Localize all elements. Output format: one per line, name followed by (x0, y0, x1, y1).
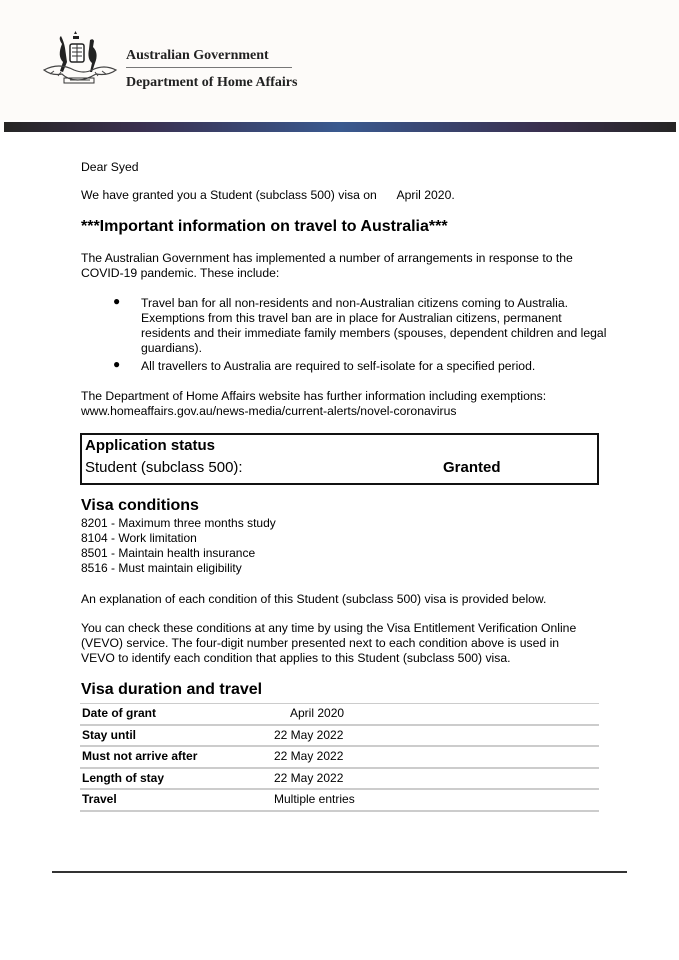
footer-divider (52, 871, 627, 873)
letterhead (0, 0, 679, 120)
row-label: Length of stay (82, 770, 165, 785)
row-label: Must not arrive after (82, 749, 198, 763)
row-value: April 2020 (274, 706, 345, 720)
status-visa: Student (subclass 500): (85, 459, 243, 476)
visa-duration-table (80, 703, 599, 812)
grant-line: We have granted you a Student (subclass 500) visa on April 2020. (81, 188, 455, 202)
bullet-item: Travel ban for all non-residents and non-Australian citizens coming to Australia. Exemptions from this travel ban are in place for Australian citizens, permanent residents and their immediate family members (spouses, dependent children and legal guardians). (141, 296, 607, 355)
row-value: 22 May 2022 (274, 770, 344, 785)
government-name: Australian Government (126, 48, 269, 63)
table-row (80, 769, 599, 791)
intro-line-2: COVID-19 pandemic. These include: (81, 266, 280, 280)
vevo-line-3: VEVO to identify each condition that applies to this Student (subclass 500) visa. (81, 651, 511, 665)
row-value: Multiple entries (274, 792, 355, 806)
row-label: Date of grant (82, 706, 157, 720)
visa-duration-title: Visa duration and travel (81, 681, 263, 698)
header-color-band (4, 122, 676, 132)
bullet-icon: ● (113, 357, 121, 371)
vevo-line-1: You can check these conditions at any time by using the Visa Entitlement Verification Online (81, 621, 577, 635)
row-label: Stay until (82, 727, 137, 742)
condition-item: 8104 - Work limitation (81, 531, 197, 545)
row-label: Travel (82, 792, 117, 806)
website-info: The Department of Home Affairs website has further information including exemptions: (81, 389, 547, 403)
website-link[interactable]: www.homeaffairs.gov.au/news-media/current-alerts/novel-coronavirus (81, 404, 457, 418)
table-row (80, 747, 599, 769)
condition-item: 8516 - Must maintain eligibility (81, 561, 242, 575)
visa-conditions-title: Visa conditions (81, 497, 199, 514)
row-value: 22 May 2022 (274, 727, 344, 742)
important-heading: ***Important information on travel to Australia*** (81, 218, 448, 235)
header-divider (126, 67, 292, 68)
bullet-item: All travellers to Australia are required to self-isolate for a specified period. (141, 359, 536, 373)
intro-line-1: The Australian Government has implemented a number of arrangements in response to the (81, 251, 573, 265)
table-row (80, 726, 599, 748)
table-row (80, 704, 599, 726)
bullet-icon: ● (113, 294, 121, 308)
table-row (80, 790, 599, 812)
conditions-explanation: An explanation of each condition of this Student (subclass 500) visa is provided below. (81, 592, 547, 606)
condition-item: 8201 - Maximum three months study (81, 516, 276, 530)
row-value: 22 May 2022 (274, 749, 344, 763)
vevo-line-2: (VEVO) service. The four-digit number presented next to each condition above is used in (81, 636, 560, 650)
application-status-box (80, 433, 599, 485)
status-title: Application status (85, 437, 216, 454)
department-name: Department of Home Affairs (126, 75, 298, 90)
status-badge: Granted (443, 459, 501, 476)
greeting: Dear Syed (81, 160, 139, 174)
coat-of-arms-icon (40, 30, 120, 92)
condition-item: 8501 - Maintain health insurance (81, 546, 256, 560)
